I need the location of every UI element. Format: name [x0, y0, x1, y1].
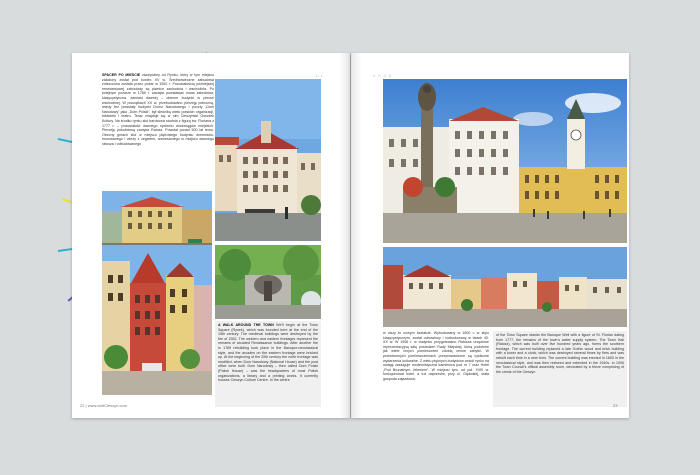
- photo-town-hall-street: [215, 79, 321, 241]
- english-caption-block: [215, 321, 321, 407]
- polish-body: w ciszy to nowym kształcie. Wybudowany w 1800 r. w stylu klasycystycznym, został odnowiony i rozbudowany w latach 40. XX w. W 1906 r. w budynku przygotowano Ratusza urzędowe reprezentacyjną salę posiedzeń Rady Miejskiej, którą podobnie jak wiele innych pomieszczeń zdobią cenne zabytki. W przestronnych pomieszczeniach przeprowadzone są cykliczne wydarzenia kulturalne. Z wielu pięknych budynków wokół rynku na uwagę zasługuje modernistyczna kamienica pod nr 7 oraz Hotel „Pod Brunatnym Jeleniem”. W miejscu tym, od poł. XVIII w. funkcjonował hotel, a tuż naprzeciw, przy ul. Głębokiej, stała gospoda zajazdowa.: [383, 331, 489, 381]
- intro-body: zaczynamy od Rynku, który w tym miejscu założony został pod koniec XV w. Średniowieczne zabudowa zniszczona została przez pożar w 1552 r. Pozostałością późniejszej renesansowej zabudowy są piwnice zachodnia i wschodnia. Po kolejnym pożarze w 1789 r. zaczęła powstawać nowa zabudowa, klasycystyczna, zamiast dawnej – obecne budynki w pierzei wschodniej. W początkach XX w. przebudowano pierzeję północną, wtedy też powstały budynki Domu Narodowego i poczty „Dom Narodowy” jako „Dom Polski”, był siedzibą wielu polskich organizacji, biblioteki i teatru. Teraz znajduje się w nim Cieszyński Ośrodek Kultury. Na środku rynku stoi barokowa studnia z figurą św. Floriana z 1777 r. – pozostałość dawnego systemu wodociągów miejskich. Pierzeję południową zamyka Ratusz. Powstał ponad 500 lat temu. Obecny gmach stoi w miejscu piętrowego budynku drewniano-murowanego i wieży z zegarem, wzniesionego w miejscu dawnego ratusza i odbudowanego: [102, 73, 214, 146]
- book-spine-shadow: [340, 53, 362, 418]
- english-body: of the Town Square stands the Baroque Well with a figure of St. Florian dating from 1777, the remains of the town's water supply system. The Town Hall (Ratusz), which was built over five hundred years ago, forms the southern frontage. The current building replaced a late Gothic wood and brick building with a tower and a clock, which was destroyed several times by fires and was rebuilt each time in a new form. The current building was erected in 1800 in the neoclassical style, and was then restored and extended in the 1940s. In 1906 the Town Council's official assembly room, decorated by a frieze comprising of the crests of the Cieszyn: [496, 333, 624, 374]
- photo-square-panorama: [383, 247, 627, 327]
- intro-heading: SPACER PO MIEŚCIE: [102, 73, 141, 77]
- caption-body: We'll begin at the Town Square (Rynek), which was founded here at the end of the 15th century. The medieval buildings were destroyed by the fire of 1552. The western and eastern frontages represent the remains of arcaded Renaissance buildings. After another fire in 1789 rebuilding took place in the Baroque-neoclassical style, and the arcades on the eastern frontage were bricked up. At the beginning of the 20th century the north frontage was modified, when Dom Narodowy (National House) and the post office were built. Dom Narodowy – then called Dom Polski (Polish House) – was the headquarters of most Polish organizations, a library and a printing works. It currently houses Cieszyn Culture Centre. In the centre: [218, 323, 318, 383]
- english-text-column: [493, 331, 627, 407]
- right-corner-mark: 2 0 0 8: [373, 73, 393, 78]
- photo-colorful-townhouses: [102, 245, 212, 395]
- right-page-number: 23: [613, 403, 618, 408]
- photo-fountain-sculpture: [215, 245, 321, 319]
- left-page-number: 22 | www.visitCieszyn.com: [80, 403, 128, 408]
- left-corner-mark: 1/1: [315, 73, 324, 78]
- photo-yellow-building: [102, 191, 212, 251]
- caption-heading: A WALK AROUND THE TOWN: [218, 323, 274, 327]
- polish-text-column: [383, 331, 489, 407]
- right-page: [351, 53, 629, 418]
- left-page: [72, 53, 350, 418]
- photo-main-square-statue: [383, 79, 627, 243]
